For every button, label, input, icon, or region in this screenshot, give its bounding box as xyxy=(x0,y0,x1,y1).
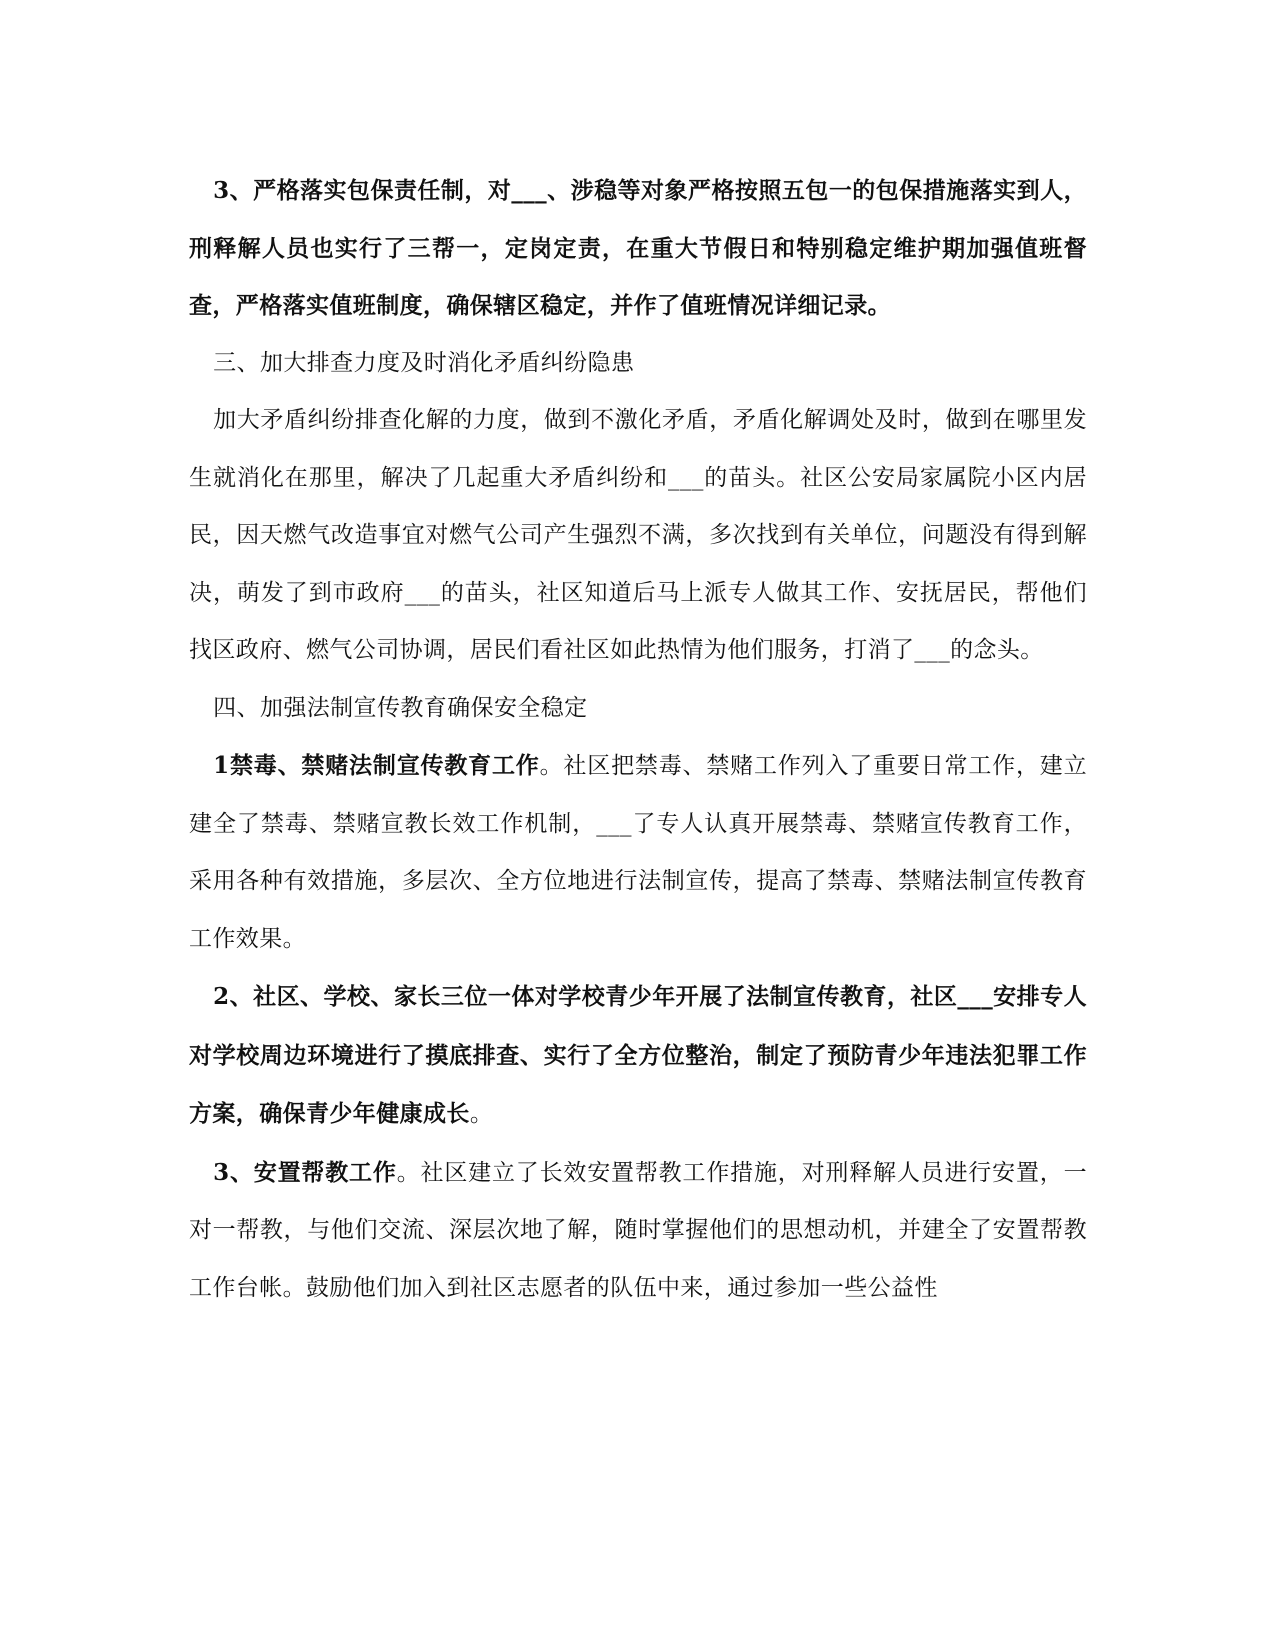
document-body xyxy=(189,162,1087,1317)
paragraph-dispute-resolution: 加大矛盾纠纷排查化解的力度，做到不激化矛盾，矛盾化解调处及时，做到在哪里发生就消化在那里，解决了几起重大矛盾纠纷和___的苗头。社区公安局家属院小区内居民，因天燃气改造事宜对燃气公司产生强烈不满，多次找到有关单位，问题没有得到解决，萌发了到市政府___的苗头，社区知道后马上派专人做其工作、安抚居民，帮他们找区政府、燃气公司协调，居民们看社区如此热情为他们服务，打消了___的念头。 xyxy=(189,407,1087,663)
paragraph-resettlement-assistance xyxy=(189,1144,1087,1318)
section-heading-3: 三、加大排查力度及时消化矛盾纠纷隐患 xyxy=(213,349,635,376)
paragraph-body-text: 。社区把禁毒、禁赌工作列入了重要日常工作，建立建全了禁毒、禁赌宣教长效工作机制，___了专人认真开展禁毒、禁赌宣传教育工作，采用各种有效措施，多层次、全方位地进行法制宣传，提高了禁毒、禁赌法制宣传教育工作效果。 xyxy=(189,753,1088,952)
paragraph-lead-text: 1禁毒、禁赌法制宣传教育工作 xyxy=(213,752,540,779)
paragraph-lead-text: 2、社区、学校、家长三位一体对学校青少年开展了法制宣传教育，社区___安排专人对学校周边环境进行了摸底排查、实行了全方位整治，制定了预防青少年违法犯罪工作方案，确保青少年健康成长 xyxy=(189,983,1087,1127)
paragraph-end-punct: 。 xyxy=(469,1101,494,1127)
paragraph-body-text: 。社区建立了长效安置帮教工作措施，对刑释解人员进行安置，一对一帮教，与他们交流、深层次地了解，随时掌握他们的思想动机，并建全了安置帮教工作台帐。鼓励他们加入到社区志愿者的队伍中来，通过参加一些公益性 xyxy=(189,1159,1087,1301)
paragraph-youth-education xyxy=(189,968,1087,1144)
paragraph-drug-gambling-education xyxy=(189,737,1087,968)
section-heading-4: 四、加强法制宣传教育确保安全稳定 xyxy=(213,694,588,721)
paragraph-duty-responsibility: 3、严格落实包保责任制，对___、涉稳等对象严格按照五包一的包保措施落实到人，刑释解人员也实行了三帮一，定岗定责，在重大节假日和特别稳定维护期加强值班督查，严格落实值班制度，确保辖区稳定，并作了值班情况详细记录。 xyxy=(189,177,1087,319)
paragraph-lead-text: 3、安置帮教工作 xyxy=(213,1158,397,1186)
